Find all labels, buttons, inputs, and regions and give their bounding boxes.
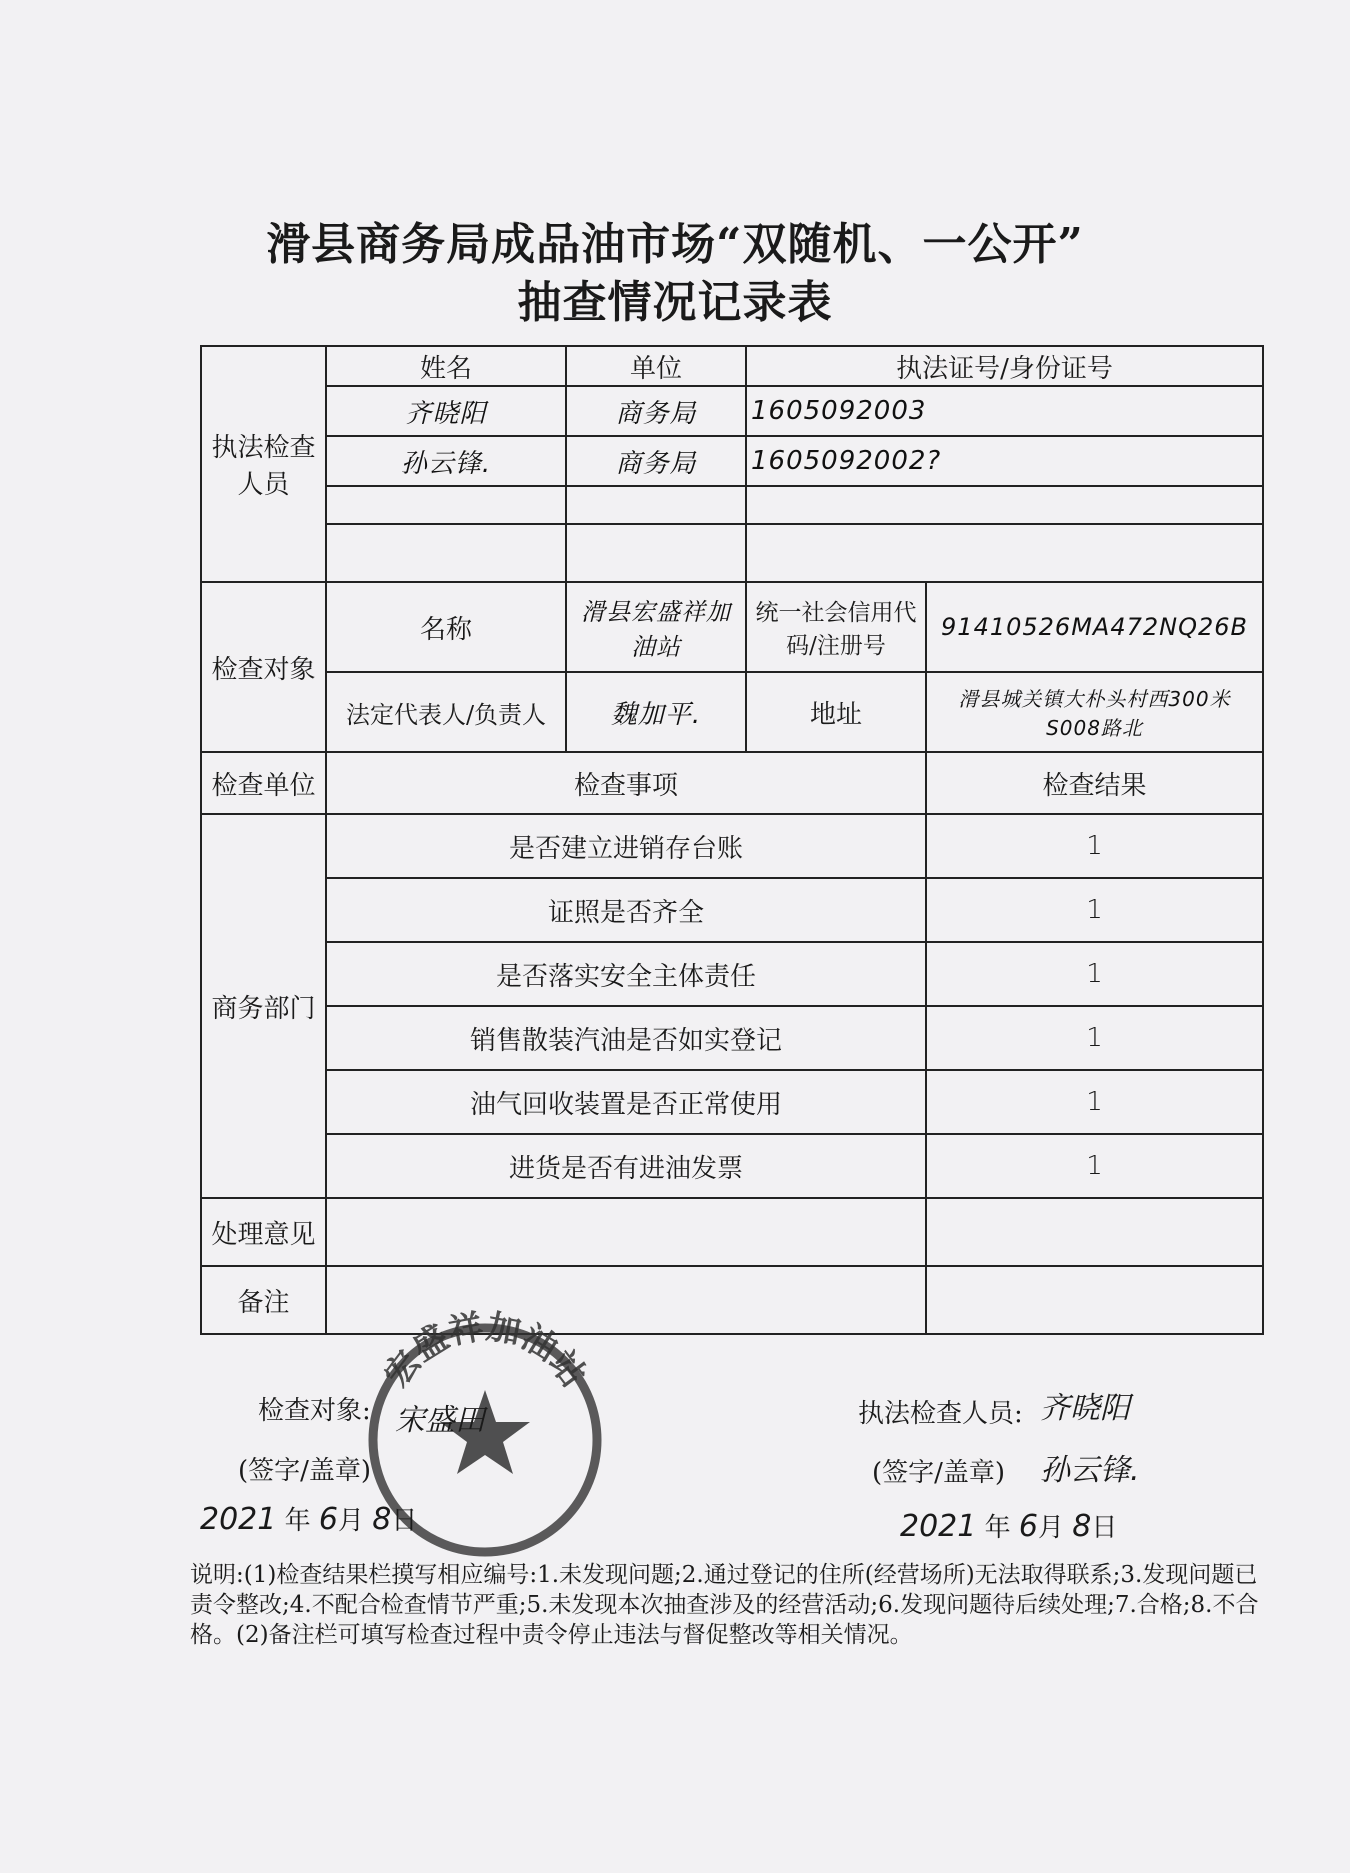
inspector-unit [566,524,746,582]
inspectors-section-label: 执法检查人员 [201,346,326,582]
check-result-header: 检查结果 [926,752,1263,814]
target-section-label: 检查对象 [201,582,326,752]
inspector-id: 1605092002? [746,436,1263,486]
inspector-id [746,524,1263,582]
check-result: 1 [926,1070,1263,1134]
col-header-name: 姓名 [326,346,566,386]
inspector-unit [566,486,746,524]
record-form-table [200,345,1264,1335]
remarks-label: 备注 [201,1266,326,1334]
inspector-unit: 商务局 [566,436,746,486]
check-item: 是否落实安全主体责任 [326,942,926,1006]
address-value: 滑县城关镇大朴头村西300米S008路北 [926,672,1263,752]
credit-code-value: 91410526MA472NQ26B [926,582,1263,672]
right-signer2-signature: 孙云锋. [1040,1453,1140,1488]
document-title-line2: 抽查情况记录表 [517,277,833,328]
check-item: 油气回收装置是否正常使用 [326,1070,926,1134]
col-header-unit: 单位 [566,346,746,386]
left-date: 2021 年 6月 8日 [200,1502,418,1537]
inspector-name: 齐晓阳 [326,386,566,436]
department-label: 商务部门 [201,814,326,1198]
right-sign-label: (签字/盖章) [872,1458,1006,1488]
right-signer1-signature: 齐晓阳 [1040,1391,1130,1426]
inspector-name [326,486,566,524]
address-label: 地址 [746,672,926,752]
inspector-id: 1605092003 [746,386,1263,436]
check-item: 进货是否有进油发票 [326,1134,926,1198]
credit-code-label: 统一社会信用代码/注册号 [746,582,926,672]
right-date: 2021 年 6月 8日 [900,1509,1118,1544]
inspector-unit: 商务局 [566,386,746,436]
left-sign-label: (签字/盖章) [238,1456,372,1486]
check-result: 1 [926,1134,1263,1198]
document-title-line1: 滑县商务局成品油市场“双随机、一公开” [266,219,1084,270]
representative-label: 法定代表人/负责人 [326,672,566,752]
inspector-name: 孙云锋. [326,436,566,486]
check-result: 1 [926,942,1263,1006]
check-result: 1 [926,1006,1263,1070]
left-handwritten-signature: 宋盛田 [395,1403,485,1438]
right-inspector-label: 执法检查人员: [858,1399,1023,1429]
check-items-header: 检查事项 [326,752,926,814]
target-name-label: 名称 [326,582,566,672]
col-header-id: 执法证号/身份证号 [746,346,1263,386]
explanatory-notes: 说明:(1)检查结果栏摸写相应编号:1.未发现问题;2.通过登记的住所(经营场所)无法取得联系;3.发现问题已责令整改;4.不配合检查情节严重;5.未发现本次抽查涉及的经营活动;6.发现问题待后续处理;7.合格;8.不合格。(2)备注栏可填写检查过程中责令停止违法与督促整改等相关情况。 [190,1562,1259,1648]
seal-text: 宏盛祥加油站 [376,1306,594,1395]
opinion-label: 处理意见 [201,1198,326,1266]
check-item: 是否建立进销存台账 [326,814,926,878]
opinion-field [326,1198,926,1266]
check-item: 证照是否齐全 [326,878,926,942]
inspector-id [746,486,1263,524]
target-name-value: 滑县宏盛祥加油站 [566,582,746,672]
check-unit-label: 检查单位 [201,752,326,814]
inspector-name [326,524,566,582]
left-target-label: 检查对象: [258,1396,371,1426]
check-result: 1 [926,878,1263,942]
svg-text:宏盛祥加油站 [377,1307,594,1395]
representative-value: 魏加平. [566,672,746,752]
remarks-extra [926,1266,1263,1334]
check-result: 1 [926,814,1263,878]
opinion-extra [926,1198,1263,1266]
check-item: 销售散装汽油是否如实登记 [326,1006,926,1070]
